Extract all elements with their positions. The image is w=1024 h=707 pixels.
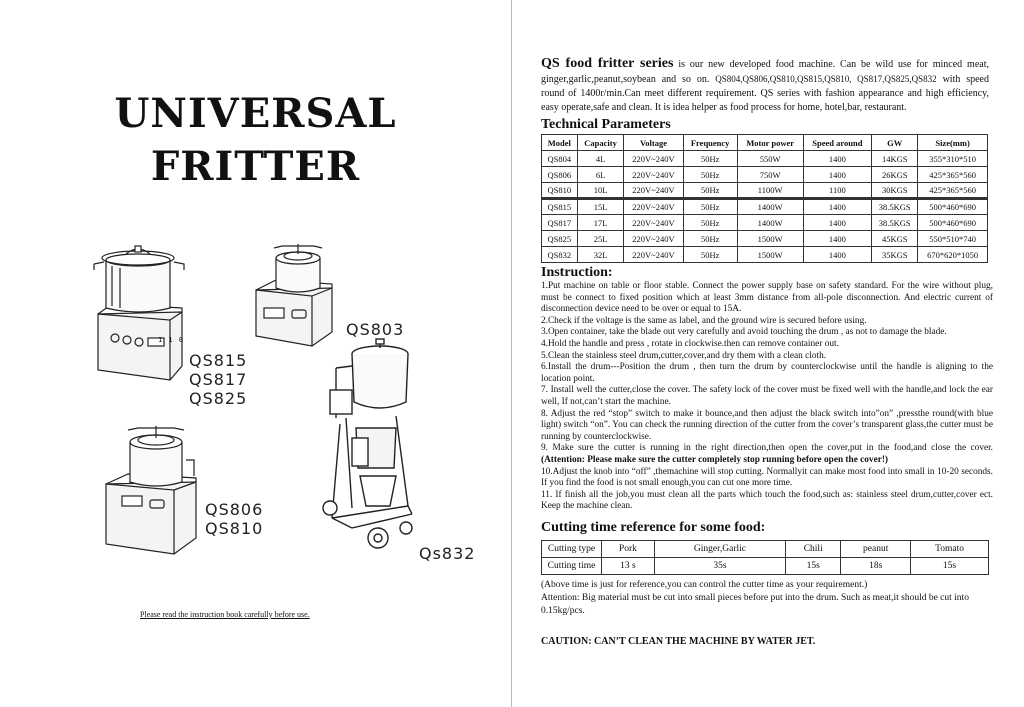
table-cell: 15s xyxy=(911,558,989,575)
technical-parameters-header: Technical Parameters xyxy=(541,117,671,132)
table-cell: 50Hz xyxy=(683,183,737,199)
table-cell: 30KGS xyxy=(872,183,918,199)
label-qs825: QS825 xyxy=(189,389,248,408)
intro-paragraph xyxy=(541,57,989,115)
table-cell: 50Hz xyxy=(683,231,737,247)
table-cell: 15s xyxy=(786,558,841,575)
table-cell: 220V~240V xyxy=(624,183,683,199)
table-cell: QS806 xyxy=(542,167,578,183)
table-row xyxy=(542,183,988,199)
table-cell: peanut xyxy=(841,541,911,558)
table-cell: Cutting type xyxy=(542,541,602,558)
header-voltage: Voltage xyxy=(624,135,683,151)
table-cell: QS804 xyxy=(542,151,578,167)
qs832-machine-illustration xyxy=(316,338,416,552)
table-cell: 1400 xyxy=(803,231,872,247)
instruction-item: 10.Adjust the knob into “off” ,themachine will stop cutting. Normallyit can make most food into small in 10-20 seconds. If you find the food is not small enough,you can cut one more time. xyxy=(541,466,993,489)
instruction-9-attention: (Attention: Please make sure the cutter completely stop running before open the cover!) xyxy=(541,454,889,465)
header-motor-power: Motor power xyxy=(737,135,803,151)
instruction-item: 11. If finish all the job,you must clean all the parts which touch the food,such as: stainless steel drum,cutter,cover ect. Keep the machine clean. xyxy=(541,489,993,512)
cutting-time-header: Cutting time reference for some food: xyxy=(541,520,766,535)
qs806-machine-illustration xyxy=(100,420,210,558)
header-size: Size(mm) xyxy=(918,135,988,151)
table-cell: 355*310*510 xyxy=(918,151,988,167)
instruction-item: 4.Hold the handle and press , rotate in clockwise.then can remove container out. xyxy=(541,338,839,349)
table-cell: 50Hz xyxy=(683,167,737,183)
table-cell: 1500W xyxy=(737,231,803,247)
table-cell: QS832 xyxy=(542,247,578,263)
table-cell: QS825 xyxy=(542,231,578,247)
table-cell: 220V~240V xyxy=(624,231,683,247)
instruction-list xyxy=(541,281,993,513)
table-row xyxy=(542,558,989,575)
table-cell: 15L xyxy=(577,199,624,215)
table-cell: 13 s xyxy=(602,558,655,575)
label-qs806: QS806 xyxy=(205,500,264,519)
table-cell: 1100W xyxy=(737,183,803,199)
table-cell: 550*510*740 xyxy=(918,231,988,247)
table-cell: 18s xyxy=(841,558,911,575)
table-cell: QS810 xyxy=(542,183,578,199)
table-cell: 25L xyxy=(577,231,624,247)
table-row xyxy=(542,151,988,167)
qs815-machine-illustration xyxy=(90,242,190,382)
table-cell: 38.5KGS xyxy=(872,215,918,231)
intro-text-2: with speed round of 1400r/min.Can meet different requirement. QS series with fashion appearance and high efficiency, easy operate,safe and clean. It is idea helper as food process for home, hotel,bar, restaurant. xyxy=(541,74,989,113)
params-header-row xyxy=(542,135,988,151)
qs815-display-panel: 1 1 0 xyxy=(158,336,185,344)
table-cell: 4L xyxy=(577,151,624,167)
table-cell: Pork xyxy=(602,541,655,558)
table-cell: 220V~240V xyxy=(624,151,683,167)
instruction-item: 8. Adjust the red “stop” switch to make it bounce,and then adjust the black switch into”on” ,pressthe round(with blue light) switch “on”. You can check the running direction of the cutter from the cover’s transparent glass,the cutter must be running by counterclockwise. xyxy=(541,408,993,442)
table-cell: 50Hz xyxy=(683,151,737,167)
table-cell: 750W xyxy=(737,167,803,183)
table-cell: 38.5KGS xyxy=(872,199,918,215)
instruction-item: 7. Install well the cutter,close the cover. The safety lock of the cover must be fixed well with the handle,and lock the ear well, If not,can’t start the machine. xyxy=(541,385,993,407)
label-qs803: QS803 xyxy=(346,320,405,339)
intro-series-name: QS food fritter series xyxy=(541,56,674,71)
table-cell: Cutting time xyxy=(542,558,602,575)
instruction-item: 1.Put machine on table or floor stable. Connect the power supply base on safety standard. For the wire without plug, must be connect to fixed position which at least 3mm distance from all-pole disconnection. And electric current of disconnection device need to be over or equal to 15A. xyxy=(541,281,993,315)
table-cell: 35s xyxy=(654,558,785,575)
table-cell: 1100 xyxy=(803,183,872,199)
header-gw: GW xyxy=(872,135,918,151)
table-cell: 35KGS xyxy=(872,247,918,263)
table-row xyxy=(542,231,988,247)
table-cell: 220V~240V xyxy=(624,215,683,231)
table-cell: 500*460*690 xyxy=(918,215,988,231)
table-cell: QS817 xyxy=(542,215,578,231)
footnote: Please read the instruction book carefully before use. xyxy=(140,610,310,619)
intro-text-1: is our new developed food machine. Can be wild use for minced meat, ginger,garlic,peanut,soybean and so on. xyxy=(541,59,989,85)
table-cell: 220V~240V xyxy=(624,247,683,263)
table-cell: 10L xyxy=(577,183,624,199)
table-row xyxy=(542,167,988,183)
header-frequency: Frequency xyxy=(683,135,737,151)
table-cell: 1400 xyxy=(803,199,872,215)
instruction-header: Instruction: xyxy=(541,265,613,280)
table-cell: 1400W xyxy=(737,199,803,215)
note-attention: Attention: Big material must be cut into small pieces before put into the drum. Such as meat,it should be cut into 0.15kg/pcs. xyxy=(541,593,969,616)
table-cell: 17L xyxy=(577,215,624,231)
qs803-machine-illustration xyxy=(250,238,340,350)
table-cell: 32L xyxy=(577,247,624,263)
table-cell: 45KGS xyxy=(872,231,918,247)
caution-text: CAUTION: CAN’T CLEAN THE MACHINE BY WATER JET. xyxy=(541,636,816,647)
table-cell: 26KGS xyxy=(872,167,918,183)
table-cell: 1400 xyxy=(803,167,872,183)
label-qs817: QS817 xyxy=(189,370,248,389)
table-cell: 550W xyxy=(737,151,803,167)
table-row xyxy=(542,215,988,231)
table-cell: 50Hz xyxy=(683,247,737,263)
table-cell: Ginger,Garlic xyxy=(654,541,785,558)
table-row xyxy=(542,541,989,558)
label-qs810: QS810 xyxy=(205,519,264,538)
instruction-item: 3.Open container, take the blade out very carefully and avoid touching the drum , as not to damage the blade. xyxy=(541,327,947,338)
left-page xyxy=(0,0,511,707)
instruction-9-text: 9. Make sure the cutter is running in the right direction,then open the cover,put in the food,and close the cover. xyxy=(541,443,993,454)
table-cell: 425*365*560 xyxy=(918,167,988,183)
table-cell: 1400 xyxy=(803,215,872,231)
table-cell: 14KGS xyxy=(872,151,918,167)
table-cell: 425*365*560 xyxy=(918,183,988,199)
instruction-item xyxy=(541,443,993,466)
title-line-2: FRITTER xyxy=(150,143,361,190)
table-cell: 220V~240V xyxy=(624,199,683,215)
header-speed: Speed around xyxy=(803,135,872,151)
table-cell: 1500W xyxy=(737,247,803,263)
table-cell: 1400W xyxy=(737,215,803,231)
table-cell: 50Hz xyxy=(683,199,737,215)
header-capacity: Capacity xyxy=(577,135,624,151)
instruction-item: 6.Install the drum---Position the drum , then turn the drum by counterclockwise until the handle is aligning to the location point. xyxy=(541,362,993,384)
table-cell: 50Hz xyxy=(683,215,737,231)
table-cell: Chili xyxy=(786,541,841,558)
right-page xyxy=(512,0,1024,707)
instruction-item: 2.Check if the voltage is the same as label, and the ground wire is secured before using. xyxy=(541,315,867,326)
table-cell: 6L xyxy=(577,167,624,183)
table-cell: 670*620*1050 xyxy=(918,247,988,263)
table-cell: 1400 xyxy=(803,247,872,263)
table-cell: 500*460*690 xyxy=(918,199,988,215)
title-line-1: UNIVERSAL xyxy=(114,90,397,137)
table-row xyxy=(542,199,988,215)
note-reference: (Above time is just for reference,you can control the cutter time as your requirement.) xyxy=(541,580,868,590)
table-cell: Tomato xyxy=(911,541,989,558)
cutting-time-table xyxy=(541,540,989,575)
technical-parameters-table xyxy=(541,134,988,263)
table-cell: 1400 xyxy=(803,151,872,167)
header-model: Model xyxy=(542,135,578,151)
label-qs815: QS815 xyxy=(189,351,248,370)
table-cell: 220V~240V xyxy=(624,167,683,183)
intro-models: QS804,QS806,QS810,QS815,QS810, QS817,QS825,QS832 xyxy=(715,74,937,84)
label-qs832: Qs832 xyxy=(419,544,476,563)
instruction-item: 5.Clean the stainless steel drum,cutter,cover,and dry them with a clean cloth. xyxy=(541,350,827,361)
table-cell: QS815 xyxy=(542,199,578,215)
table-row xyxy=(542,247,988,263)
notes xyxy=(541,579,1001,618)
